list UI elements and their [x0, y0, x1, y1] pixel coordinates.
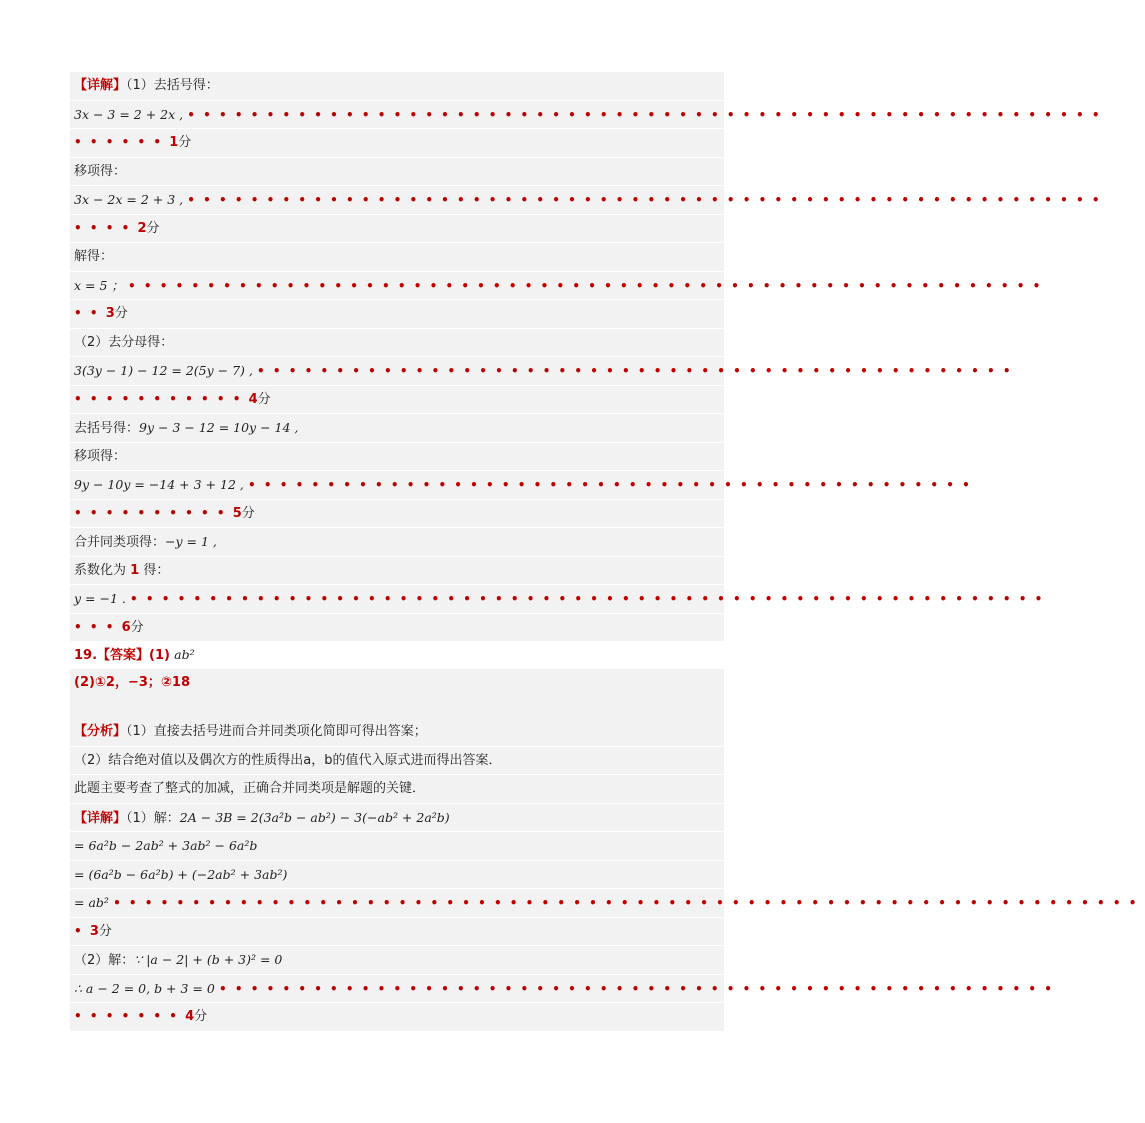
answer2-value: (2)①2，−3；②18 [74, 674, 191, 690]
score-row [70, 215, 724, 244]
solve-label: 解得： [74, 249, 114, 264]
dot-leader: • [74, 923, 90, 938]
analysis-tag: 【分析】 [74, 724, 127, 739]
step-row [70, 946, 724, 975]
score-row [70, 918, 724, 947]
analysis-row [70, 747, 724, 776]
equation: = 6a²b − 2ab² + 3ab² − 6a²b [74, 838, 258, 853]
dot-leader: ••••••••••••••••••••••••••••••••••••••••••••••••••••••••••••••••• [113, 896, 1145, 910]
dot-leader: ••••••••••••••••••••••••••••••••••••••••••••••••••••• [218, 981, 1061, 996]
analysis-row [70, 775, 724, 804]
step-label [70, 557, 724, 586]
answer1-label: (1) [149, 648, 170, 663]
dot-leader: •••••••••••••••••••••••••••••••••••••••••••••••••••••••••• [128, 278, 1049, 293]
score-unit: 分 [114, 306, 128, 321]
coef-label-end: 得： [143, 562, 170, 578]
score-unit: 分 [194, 1009, 208, 1024]
score-unit: 分 [257, 391, 271, 407]
equation: 3x − 3 = 2 + 2x , [74, 106, 184, 122]
equation: 3(3y − 1) − 12 = 2(5y − 7) , [74, 363, 253, 378]
coef-label: 系数化为 [74, 562, 127, 578]
step-row [70, 889, 1145, 918]
equation: 2A − 3B = 2(3a²b − ab²) − 3(−ab² + 2a²b) [179, 809, 450, 825]
analysis-row [70, 718, 724, 747]
step-row [70, 414, 724, 443]
score-row [70, 300, 724, 329]
move-label: 移项得： [74, 448, 127, 464]
dot-leader: •••••• [74, 135, 170, 149]
step-label [70, 329, 724, 358]
equation: = ab² [74, 895, 109, 910]
score-value: 3 [105, 306, 115, 321]
combine-label: 合并同类项得： [74, 535, 166, 550]
step-row [70, 975, 1061, 1004]
solution-19 [70, 669, 1145, 1031]
move-label: 移项得： [74, 163, 127, 179]
dot-leader: •••••••••• [74, 505, 233, 520]
step-label [70, 158, 724, 187]
answer-tag: 【答案】 [97, 648, 150, 663]
answer1-value: ab² [174, 647, 195, 662]
score-row [70, 614, 724, 642]
score-row [70, 386, 724, 415]
detail-label: （2）解： [74, 953, 135, 968]
equation: ∵ |a − 2| + (b + 3)² = 0 [134, 952, 283, 967]
step-row [70, 101, 1108, 130]
equation: 3x − 2x = 2 + 3 , [74, 192, 184, 207]
detail-tag: 【详解】 [74, 78, 127, 93]
detail-row [70, 804, 724, 833]
score-row [70, 129, 724, 158]
equation: = (6a²b − 6a²b) + (−2ab² + 3ab²) [74, 866, 288, 882]
analysis-text: （1）直接去括号进而合并同类项化简即可得出答案； [126, 724, 427, 739]
score-unit: 分 [130, 619, 144, 635]
dot-leader: ••• [74, 619, 122, 634]
bracket-label: 去括号得： [74, 421, 140, 436]
dot-leader: •••••••••••••••••••••••••••••••••••••••••••••••••••••••••• [130, 592, 1051, 606]
dot-leader: ••••••• [74, 1009, 186, 1023]
dot-leader: •••••••••••••••••••••••••••••••••••••••••••••••• [257, 364, 1019, 378]
step-row [70, 528, 724, 557]
detail-label: （1）解： [126, 810, 180, 826]
dot-leader: •••••••••••••••••••••••••••••••••••••••••••••••••••••••••• [187, 107, 1108, 122]
coef-number: 1 [130, 562, 140, 578]
step-row [70, 585, 1051, 614]
equation: x = 5 ； [74, 277, 124, 293]
step-row [70, 272, 1049, 301]
analysis-text: 此题主要考查了整式的加减，正确合并同类项是解题的关键． [74, 781, 426, 796]
score-value: 6 [121, 619, 131, 635]
step-label [70, 243, 724, 272]
dot-leader: ••••••••••• [74, 391, 249, 406]
dot-leader: •••• [74, 220, 138, 235]
step-row [70, 832, 724, 861]
detail-tag: 【详解】 [74, 810, 127, 826]
score-value: 4 [185, 1009, 195, 1024]
analysis-text: （2）结合绝对值以及偶次方的性质得出a，b的值代入原式进而得出答案． [74, 752, 502, 768]
score-value: 3 [89, 923, 99, 939]
equation: −y = 1 , [165, 534, 217, 549]
step-row [70, 186, 1108, 215]
step-label [70, 443, 724, 472]
equation: y = −1 . [74, 591, 126, 606]
part1-label: （1）去括号得： [126, 78, 219, 93]
score-unit: 分 [178, 135, 192, 150]
score-unit: 分 [98, 923, 112, 939]
step-row [70, 861, 724, 890]
score-value: 5 [232, 505, 242, 521]
dot-leader: •••••••••••••••••••••••••••••••••••••••••••••• [248, 478, 979, 492]
equation: ∴ a − 2 = 0, b + 3 = 0 [74, 980, 215, 996]
score-value: 1 [169, 135, 179, 150]
answer2-row [70, 669, 724, 697]
dot-leader: •• [74, 306, 106, 320]
score-value: 2 [137, 220, 147, 236]
dot-leader: •••••••••••••••••••••••••••••••••••••••••••••••••••••••••• [187, 193, 1108, 207]
score-row [70, 500, 724, 529]
question-number: 19. [74, 648, 98, 663]
step-row [70, 471, 979, 500]
solution-18 [70, 72, 1108, 641]
equation: 9y − 3 − 12 = 10y − 14 , [139, 420, 299, 435]
page-content [70, 72, 1145, 1031]
score-value: 4 [248, 391, 258, 407]
step-row [70, 357, 1019, 386]
score-unit: 分 [241, 505, 255, 521]
answer-19-heading [70, 641, 724, 669]
part2-label: （2）去分母得： [74, 334, 174, 350]
spacer [70, 696, 724, 718]
equation: 9y − 10y = −14 + 3 + 12 , [74, 477, 244, 492]
detail-heading [70, 72, 724, 101]
score-unit: 分 [146, 220, 160, 236]
score-row [70, 1003, 724, 1031]
